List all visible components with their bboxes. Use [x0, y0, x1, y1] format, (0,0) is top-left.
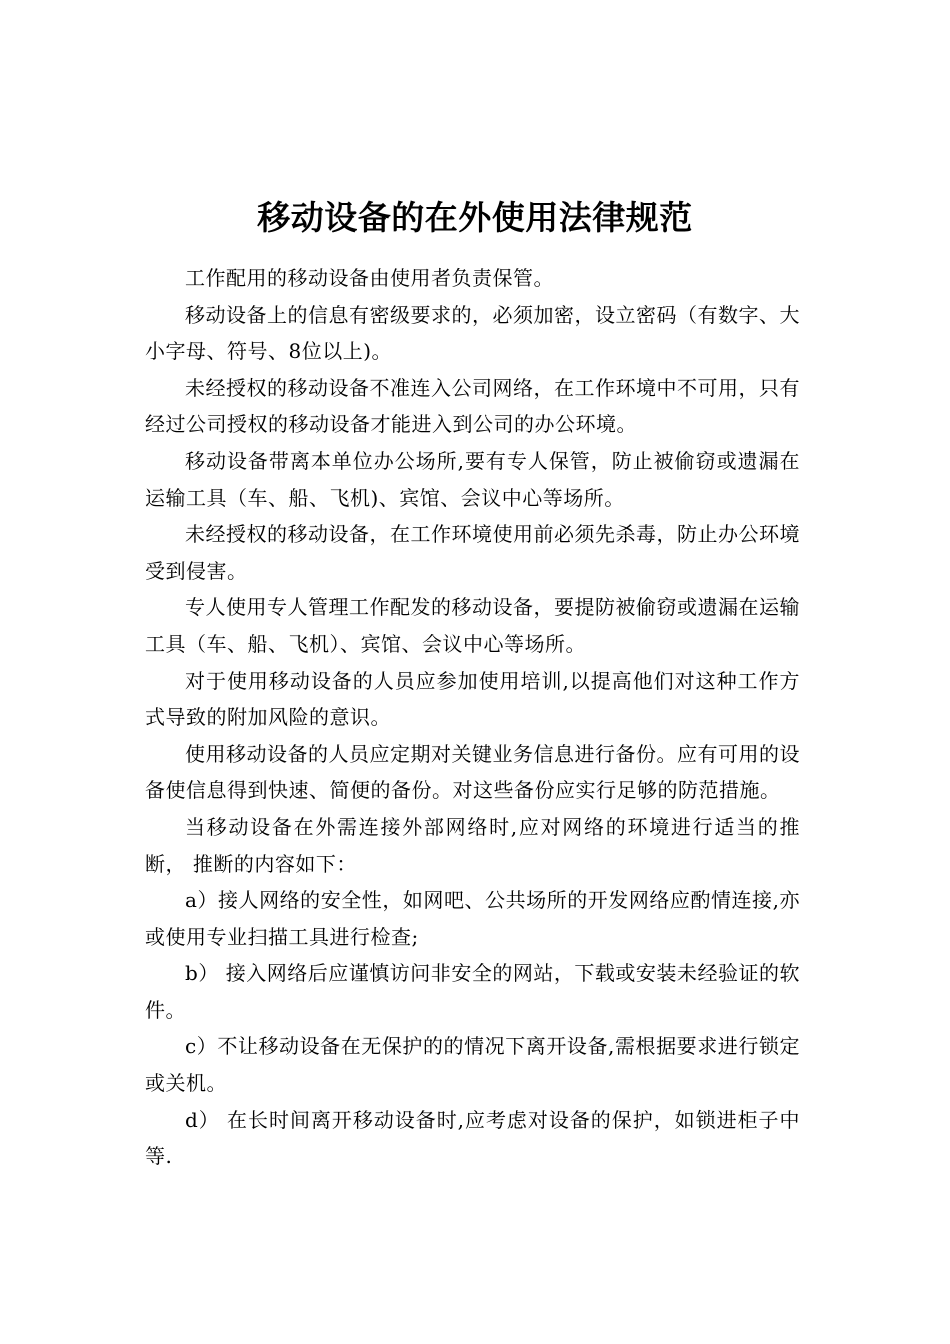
list-item-d: d） 在长时间离开移动设备时,应考虑对设备的保护，如锁进柜子中等. [145, 1107, 800, 1169]
paragraph: 当移动设备在外需连接外部网络时,应对网络的环境进行适当的推断， 推断的内容如下： [145, 814, 800, 876]
paragraph: 未经授权的移动设备不准连入公司网络，在工作环境中不可用，只有经过公司授权的移动设备才能进入到公司的办公环境。 [145, 375, 800, 437]
list-item-b: b） 接入网络后应谨慎访问非安全的网站，下载或安装未经验证的软件。 [145, 961, 800, 1022]
paragraph: 专人使用专人管理工作配发的移动设备，要提防被偷窃或遗漏在运输工具（车、船、飞机）、宾馆、会议中心等场所。 [145, 595, 800, 656]
document-title: 移动设备的在外使用法律规范 [257, 198, 693, 237]
paragraph: 使用移动设备的人员应定期对关键业务信息进行备份。应有可用的设备使信息得到快速、简便的备份。对这些备份应实行足够的防范措施。 [145, 741, 800, 803]
list-item-c: c）不让移动设备在无保护的的情况下离开设备,需根据要求进行锁定或关机。 [145, 1034, 800, 1096]
paragraph: 对于使用移动设备的人员应参加使用培训,以提高他们对这种工作方式导致的附加风险的意识。 [145, 668, 800, 730]
paragraph: 未经授权的移动设备，在工作环境使用前必须先杀毒，防止办公环境受到侵害。 [145, 522, 800, 583]
paragraph: 移动设备上的信息有密级要求的，必须加密，设立密码（有数字、大小字母、符号、8位以上)。 [145, 302, 800, 364]
list-item-a: a）接人网络的安全性，如网吧、公共场所的开发网络应酌情连接,亦或使用专业扫描工具进行检查; [145, 888, 800, 949]
paragraph: 工作配用的移动设备由使用者负责保管。 [185, 266, 554, 290]
paragraph: 移动设备带离本单位办公场所,要有专人保管，防止被偷窃或遗漏在运输工具（车、船、飞机)、宾馆、会议中心等场所。 [145, 448, 800, 510]
document-body [145, 260, 800, 1175]
